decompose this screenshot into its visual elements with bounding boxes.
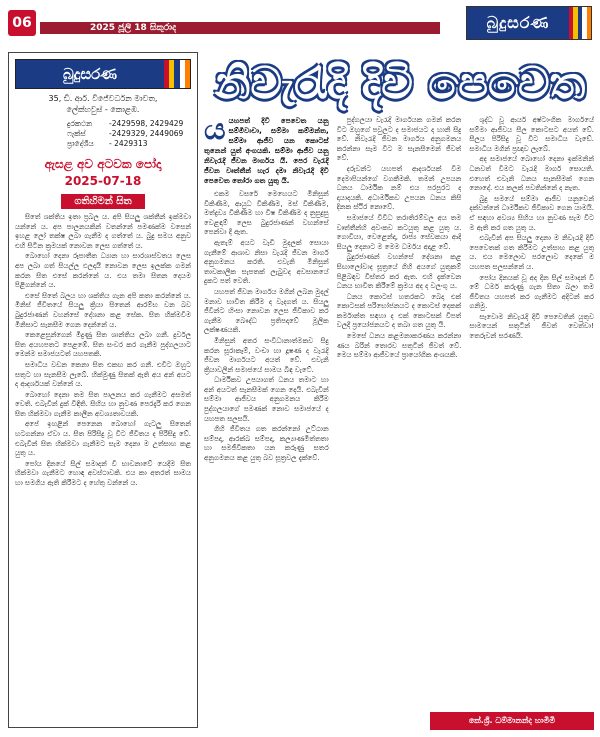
paragraph: එකම වසරේ මෙහෙයට මිනිසුන් විකිණීම, ආයුධ විකිණීම, මස් විකිණීම, මත්ද්‍රව්‍ය විකිණීම හා විෂ විකිණීම ද නුසුදුසු වෙළඳාම් ලෙස බුදුරජාණන් වහන්සේ පෙන්වා දී ඇත. [204,190,329,237]
paragraph: බුදුරජාණන් වහන්සේ දේශනා කළ සිඟාලෝවාද සූත්‍රයේ ගිහි අයගේ යුතුකම් පිළිබඳව විස්තර කර ඇත. එහි දැක්වෙන ධනය භාවිත කිරීමේ ක්‍රමය අද ද වලංගු ය. [336,253,462,291]
paragraph: බුදු සමයේ සම්මා ආජීව යනුවෙන් දක්වන්නේ ධාර්මිකව ජීවිකාව ගෙන යාමයි. ඒ සඳහා අවශ්‍ය සිහිය හා නුවණ සැම විට ම ඇති කර ගත යුතු ය. [469,194,595,232]
paragraph: ගිහි ජීවිතය ගත කරන්නෝ උට්ඨාන සම්පදා, ආරක්ඛ සම්පදා, කල්‍යාණමිත්තතා හා සමජීවිකතා යන කරුණු සතර අනුගමනය කළ යුතු බව සූත්‍රවල දැක්වේ. [204,425,329,463]
editorial-body [9,213,197,489]
paragraph: ධාර්මිකව උපයාගත් ධනය තමාට හා අන් අයටත් සැනසීමක් ගෙන දෙයි. එබැවින් සම්මා ආජීවය අනුගමනය කිරීම පුද්ගලයාගේ පමණක් නොව සමාජයේ ද යහපත සලසයි. [204,376,329,423]
drop-cap-icon: ය [204,116,226,147]
flag-stripe [587,7,591,39]
editorial-sidebar [8,52,198,728]
paragraph: සිතේ ශක්තිය ඉතා ප්‍රබල ය. අපි සියලු ශක්තීන් ඉක්මවා යන්නේ ය. අප පාලනයකින් වතන්නේ පමණක්ම වසෙන් ඉහළ ලෝ තක්ෂ ලබා ගැනීම ද ගත්තේ ය. බුදු සමය අනුව එහි සිටින ක්‍රමයක් නොවන ලෙස ගත්තේ ය. [15,213,191,250]
editorial-date: 2025-07-18 [64,174,142,188]
flag-icon [164,60,190,88]
flag-stripe [185,60,190,88]
paragraph: අද සමාජයේ බොහෝ දෙනා ඉක්මනින් ධනවත් වීමට වැරැදි මාර්ග සොයති. එහෙත් එවැනි ධනය සැනසීමක් ගෙන නොදේ. එය කලක් පවතින්නේ ද නැත. [469,155,595,193]
paragraph: බොහෝ දෙනා තම සිත පාලනය කර ගැනීමට අසමත් වෙති. එබැවින් දුක් විඳිති. සිහිය හා නුවණ පෙරදැරි කර ගෙන සිත හික්මවා ගැනීම කාලීන අවශ්‍යතාවයකි. [15,390,191,418]
paragraph: පෝය දිනයේ සිල් සමාදන් වී භාවනාවේ යෙදීම සිත හික්මවා ගැනීමට හොඳ අවස්ථාවකි. එය කා අතරත් සාමය හා සමගිය ඇති කිරීමට ද හේතු වන්නේ ය. [15,459,191,488]
article-intro [204,116,329,186]
page-number: 06 [8,10,36,36]
contact-value: -2429598, 2429429 [109,119,184,128]
paragraph: මිනිසුන් අතර සංවිධානාත්මකව සිදු කරන සූරාකෑම්, වංචා හා දූෂණ ද වැරැදි ජීවන මාර්ගයට අයත් වේ. එවැනි ක්‍රියාවලින් සමාජයේ සාමය බිඳ වැටේ. [204,336,329,374]
paragraph: යහපත් ජීවන මාර්ගය මගින් ලබන මුදල් මනාව භාවිත කිරීම ද වැදගත් ය. සියලු ජීවීන්ට හිංසා නොවන ලෙස ජීවිකාව කර ගැනීම බෞද්ධ ප්‍රතිපදාවේ මූලික ලක්ෂණයකි. [204,287,329,335]
contact-row [67,139,197,149]
flag-icon [569,7,591,39]
article-column-1 [204,116,329,714]
header-logo-text: බුදුසරණ [467,7,569,39]
article-column-3 [469,116,594,714]
paragraph: සමාජයේ විවිධ තරාතිරම්වල අය තම වෘත්තීන්හි අවංකව කටයුතු කළ යුතු ය. ගොවියා, වෙළෙන්දා, රාජ්‍ය සේවකයා ආදී සියලු දෙනාට ම මෙම ධර්මය අදාළ වේ. [336,213,462,251]
paragraph: දරුවන්ට යහපත් ආදර්ශයක් වීම දෙමාපියන්ගේ වගකීමකි. තමන් උපයන ධනය ධාර්මික නම් එය පරපුරට ද දායාදයකි. අධාර්මිකව උපයන ධනය කිසි දිනක ස්ථිර නොවේ. [336,164,462,212]
paragraph: පුද්ගලයා වැරැදි මාර්ගයක ගමන් කරන විට ඔහුගේ පවුලට ද සමාජයට ද හානි සිදු වේ. නිවැරැදි ජීවන මාර්ගය අනුගමනය කරන්නා සැම විට ම සැනසීමෙන් ජීවත් වේ. [336,116,462,163]
contact-label: ෆැක්ස් [67,129,86,138]
date-line: 2025 ජූලි 18 සිකුරාද [40,22,440,34]
paragraph: පෝය දිනයක් වූ අද දින සිල් සමාදන් වී මේ ධර්ම කරුණු ගැන සිතා බලා තම ජීවිතය යහපත් කර ගැනීමට අදිටන් කර ගනිමු. [469,273,595,311]
contact-value: - 2429313 [109,139,148,148]
sidebar-masthead [15,59,191,89]
page-header [0,0,600,44]
contact-row [67,129,197,139]
editorial-heading: ගතිහිමන් සිත [61,194,145,209]
author-byline: කේ.ශ්‍රී. ධම්මානන්ද හාමිමි [430,712,594,730]
article-headline: නිවැරැදි දිවි පෙවෙත [214,57,586,109]
header-logo [466,6,592,40]
intro-text: යහපත් දිවි පෙවෙත යනු සම්මිවාචා, සම්මා කම්මන්ත, සම්මා ආජීව යන කොටස් තුනෙන් යුත් අංගයකි. සම්මා ආජීව යනු නිවැරැදි ජීවන මාර්ගය යි. පෙර වැරැදි ජීවන වෘත්තීන් හැර දමා නිවැරැදි දිවි පෙවෙත තෝරා ගත යුතු යි. [204,116,329,185]
contact-value: -2429329, 2449069 [109,129,184,138]
paragraph: මෙසේ ධනය කළමනාකරණය කරන්නා ණය බරින් තොරව සතුටින් ජීවත් වේ. මෙය සම්මා ආජීවයේ ප්‍රායෝගික අංශයකි. [336,332,462,360]
article-columns [204,116,594,714]
address-line: ලේක්හවුස් - කොළඹ. [66,105,140,114]
paragraph: කෙළෙසුන්ගෙන් මිදුණු සිත ශාන්තිය ලබා ගනී. දුර්වල සිත අයහපතට පෙළඹේ. සිත සංවර කර ගැනීම පුද්ගලයාට මෙන්ම සමාජයටත් යහපතකි. [15,331,191,359]
contact-label: ප්‍රාදේශීය [67,139,94,148]
paragraph: ඇතැම් අයට වැඩි මුදලක් සොයා ගැනීමේ ආශාව නිසා වැරැදි ජීවන මාර්ග අනුගමනය කරති. එවැනි මිනිසුන් තාවකාලික සැපතක් ලැබුවද අවසානයේ දුකට පත් වෙති. [204,238,329,286]
paragraph: එසේ සිතේ බලය හා ශක්තිය ගැන අපි කතා කරන්නේ ය. මිනිස් ජීවිතයේ සියලු ක්‍රියා සිතෙන් ආරම්භ වන බව බුදුරජාණන් වහන්සේ දේශනා කළ සේක. සිත හික්මවීම මිනිසාට සැනසීම ගෙන දෙන්නේ ය. [15,291,191,329]
paragraph: අපේ ඉහළින් පෙනෙන බොහෝ ගැටලු සිතෙන් හටගන්නා ඒවා ය. සිත පිරිසිදු වූ විට ජීවිතය ද පිරිසිදු වේ. එබැවින් සිත හික්මවා ගැනීමට සැම දෙනා ම උත්සාහ කළ යුතු ය. [15,420,191,458]
sidebar-masthead-text: බුදුසරණ [16,60,164,88]
contact-row [67,119,197,129]
paragraph: එබැවින් අප සියලු දෙනා ම නිවැරැදි දිවි පෙවෙතක් ගත කිරීමට උත්සාහ කළ යුතු ය. එය මෙලොව පරලොව දෙකේ ම යහපත සලසන්නේ ය. [469,234,595,271]
paragraph: ධනය කොටස් හතරකට බෙදා එක් කොටසක් පරිභෝජනයට ද කොටස් දෙකක් කර්මාන්ත සඳහා ද එක් කොටසක් විපත් වලදී ප්‍රයෝජනයට ද තබා ගත යුතු යි. [336,292,462,330]
address-line: 35, ඩී. ආර්. විජේවර්ධන මාවත, [48,94,158,103]
paragraph: බොහෝ දෙනා රූපාතීත ධ්‍යාන හා සාරශාස්වතය ලෙස අප ලබා ගත් සියල්ල ඵලදායී නොවන ලෙස ඉලක්ක ගමන් කරන සිත එසේ කරන්නේ ය. එය තමා සිතන දෙයම පිළිගන්නේ ය. [15,252,191,290]
editorial-title: ඇසළ අව අටවක පෝදා [44,157,162,171]
contact-list [9,117,197,151]
publisher-address [9,91,197,117]
paragraph: ශුද්ධ වූ ආර්ය අෂ්ටාංගික මාර්ගයේ සම්මා ආජීවය සීල කොටසට අයත් වේ. සීලය පිරිසිදු වූ විට සමාධිය වැඩේ. සමාධිය මගින් ප්‍රඥාව ලැබේ. [469,116,595,153]
paragraph: සමාධිය වඩන කෙනා සිත එකඟ කර ගනී. එවිට ඔහුට සතුට හා සැනසීම ලැබේ. හික්මුණු සිතක් ඇති අය අන් අයට ද ආදර්ශයක් වන්නේ ය. [15,360,191,389]
contact-label: දුරකථන [67,119,93,128]
paragraph: සැවොම නිවැරැදි දිවි පෙවෙතින් යුතුව සාමයෙන් සතුටින් ජීවත් වෙත්වා! තෙරුවන් සරණයි. [469,312,595,341]
article-column-2 [337,116,462,714]
